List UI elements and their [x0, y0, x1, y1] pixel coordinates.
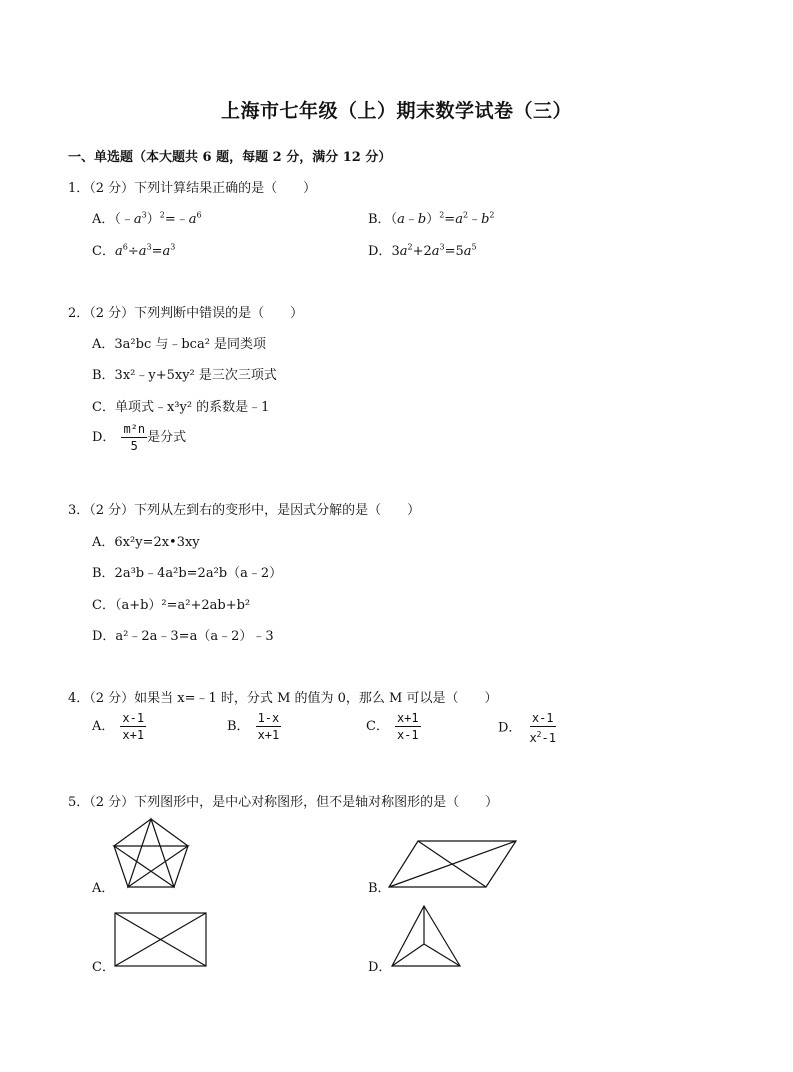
q2-option-c: C．单项式﹣x³y² 的系数是﹣1 — [92, 400, 270, 415]
q1-stem: 1．（2 分）下列计算结果正确的是（ ） — [68, 181, 317, 196]
q1-option-a: A．$(﹣a^3)^2=﹣a^6$ — [92, 210, 202, 227]
q4-option-a: A． $\frac{x-1}{x+1}$ — [92, 711, 145, 742]
q5-option-c-label: C． — [92, 960, 115, 975]
q1-option-d: D．$3a^2+2a^3=5a^5$ — [368, 242, 477, 259]
section-heading: 一、单选题（本大题共 6 题，每题 2 分，满分 12 分） — [68, 150, 392, 165]
q3-stem: 3．（2 分）下列从左到右的变形中，是因式分解的是（ ） — [68, 503, 421, 518]
q2-d-fraction: $\frac{\text{m²n}}{5}$ — [123, 422, 146, 453]
q1-option-c: C．$a^6\div a^3=a^3$ — [92, 242, 176, 259]
q4-option-c: C． $\frac{x+1}{x-1}$ — [366, 711, 419, 742]
q3-option-a: A．6x²y=2x•3xy — [92, 535, 200, 550]
q2-option-b: B．3x²﹣y+5xy² 是三次三项式 — [92, 368, 277, 383]
q5-stem: 5．（2 分）下列图形中，是中心对称图形，但不是轴对称图形的是（ ） — [68, 795, 499, 810]
q5-option-b-label: B． — [368, 881, 391, 896]
q2-option-a: A．3a²bc 与﹣bca² 是同类项 — [92, 337, 267, 352]
q5-option-a-label: A． — [92, 881, 115, 896]
q3-option-c: C．（a+b）²=a²+2ab+b² — [92, 598, 251, 613]
q5-figure-c-rectangle — [114, 912, 208, 968]
q5-figure-d-triangle — [390, 904, 462, 968]
q1-option-b: B．$(a﹣b)^2=a^2﹣b^2$ — [368, 210, 495, 227]
q5-figure-a-pentagram — [112, 817, 192, 889]
q4-stem: 4．（2 分）如果当 x=﹣1 时，分式 M 的值为 0，那么 M 可以是（ ） — [68, 691, 498, 706]
q3-option-b: B．2a³b﹣4a²b=2a²b（a﹣2） — [92, 566, 283, 581]
q2-option-d: D． $\frac{\text{m²n}}{5}$ 是分式 — [92, 422, 187, 453]
q5-figure-b-parallelogram — [388, 840, 518, 888]
q4-option-d: D． $\frac{x-1}{x^2-1}$ — [498, 711, 556, 745]
page-title: 上海市七年级（上）期末数学试卷（三） — [220, 100, 572, 122]
q4-option-b: B． $\frac{1-x}{x+1}$ — [227, 711, 280, 742]
q3-option-d: D．a²﹣2a﹣3=a（a﹣2）﹣3 — [92, 629, 274, 644]
q2-stem: 2．（2 分）下列判断中错误的是（ ） — [68, 306, 304, 321]
q5-option-d-label: D． — [368, 960, 392, 975]
